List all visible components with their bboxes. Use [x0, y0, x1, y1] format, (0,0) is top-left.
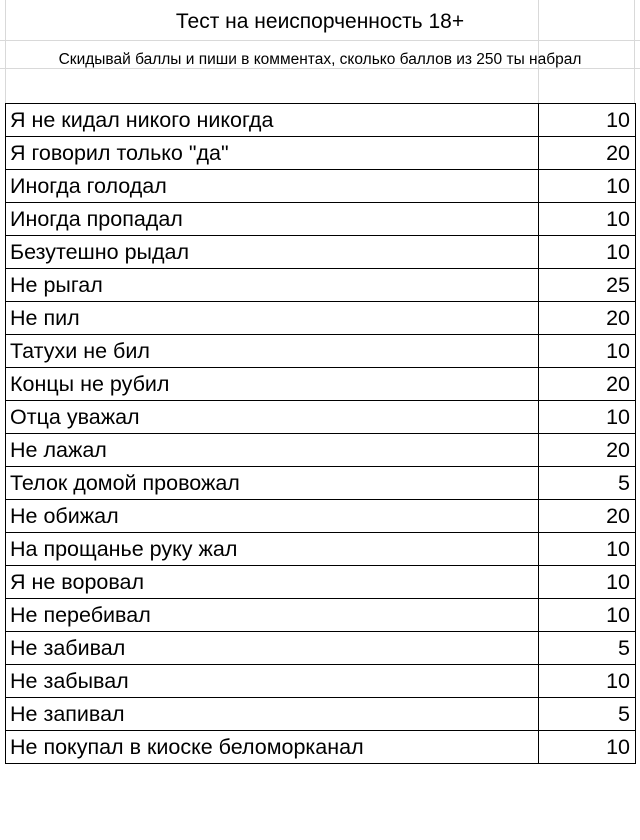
- table-row: [6, 137, 636, 170]
- table-row: [6, 269, 636, 302]
- table-row: [6, 467, 636, 500]
- row-points[interactable]: 10: [539, 566, 636, 599]
- score-table: [5, 103, 636, 764]
- row-label[interactable]: Не перебивал: [6, 599, 539, 632]
- row-label[interactable]: Безутешно рыдал: [6, 236, 539, 269]
- row-points[interactable]: 10: [539, 533, 636, 566]
- table-row: [6, 335, 636, 368]
- row-points[interactable]: 10: [539, 104, 636, 137]
- row-points[interactable]: 10: [539, 599, 636, 632]
- table-row: [6, 434, 636, 467]
- row-label[interactable]: Телок домой провожал: [6, 467, 539, 500]
- row-label[interactable]: Не забивал: [6, 632, 539, 665]
- table-row: [6, 401, 636, 434]
- row-label[interactable]: Не лажал: [6, 434, 539, 467]
- row-label[interactable]: Не рыгал: [6, 269, 539, 302]
- table-row: [6, 104, 636, 137]
- table-row: [6, 665, 636, 698]
- row-points[interactable]: 20: [539, 137, 636, 170]
- table-row: [6, 170, 636, 203]
- row-points[interactable]: 20: [539, 302, 636, 335]
- score-table-body: [6, 104, 636, 764]
- row-points[interactable]: 5: [539, 698, 636, 731]
- row-points[interactable]: 5: [539, 467, 636, 500]
- row-points[interactable]: 10: [539, 665, 636, 698]
- table-row: [6, 566, 636, 599]
- row-label[interactable]: Не забывал: [6, 665, 539, 698]
- row-label[interactable]: Иногда пропадал: [6, 203, 539, 236]
- table-row: [6, 203, 636, 236]
- row-label[interactable]: Не покупал в киоске беломорканал: [6, 731, 539, 764]
- table-row: [6, 599, 636, 632]
- row-points[interactable]: 10: [539, 401, 636, 434]
- row-points[interactable]: 20: [539, 500, 636, 533]
- row-label[interactable]: Не пил: [6, 302, 539, 335]
- row-points[interactable]: 10: [539, 236, 636, 269]
- row-points[interactable]: 20: [539, 368, 636, 401]
- row-points[interactable]: 5: [539, 632, 636, 665]
- table-row: [6, 632, 636, 665]
- row-points[interactable]: 10: [539, 203, 636, 236]
- row-label[interactable]: Я не кидал никого никогда: [6, 104, 539, 137]
- row-points[interactable]: 10: [539, 170, 636, 203]
- page-title: Тест на неиспорченность 18+: [175, 10, 465, 33]
- row-points[interactable]: 20: [539, 434, 636, 467]
- row-label[interactable]: Татухи не бил: [6, 335, 539, 368]
- table-row: [6, 500, 636, 533]
- row-label[interactable]: Иногда голодал: [6, 170, 539, 203]
- row-label[interactable]: Отца уважал: [6, 401, 539, 434]
- table-row: [6, 533, 636, 566]
- table-row: [6, 698, 636, 731]
- table-row: [6, 236, 636, 269]
- table-row: [6, 368, 636, 401]
- row-points[interactable]: 10: [539, 335, 636, 368]
- table-row: [6, 731, 636, 764]
- row-label[interactable]: На прощанье руку жал: [6, 533, 539, 566]
- row-label[interactable]: Не запивал: [6, 698, 539, 731]
- row-label[interactable]: Концы не рубил: [6, 368, 539, 401]
- row-label[interactable]: Я не воровал: [6, 566, 539, 599]
- page-subtitle: Скидывай баллы и пиши в комментах, сколько баллов из 250 ты набрал: [58, 51, 582, 68]
- row-label[interactable]: Я говорил только "да": [6, 137, 539, 170]
- table-row: [6, 302, 636, 335]
- row-label[interactable]: Не обижал: [6, 500, 539, 533]
- row-points[interactable]: 25: [539, 269, 636, 302]
- sheet-gridline: [0, 40, 640, 41]
- row-points[interactable]: 10: [539, 731, 636, 764]
